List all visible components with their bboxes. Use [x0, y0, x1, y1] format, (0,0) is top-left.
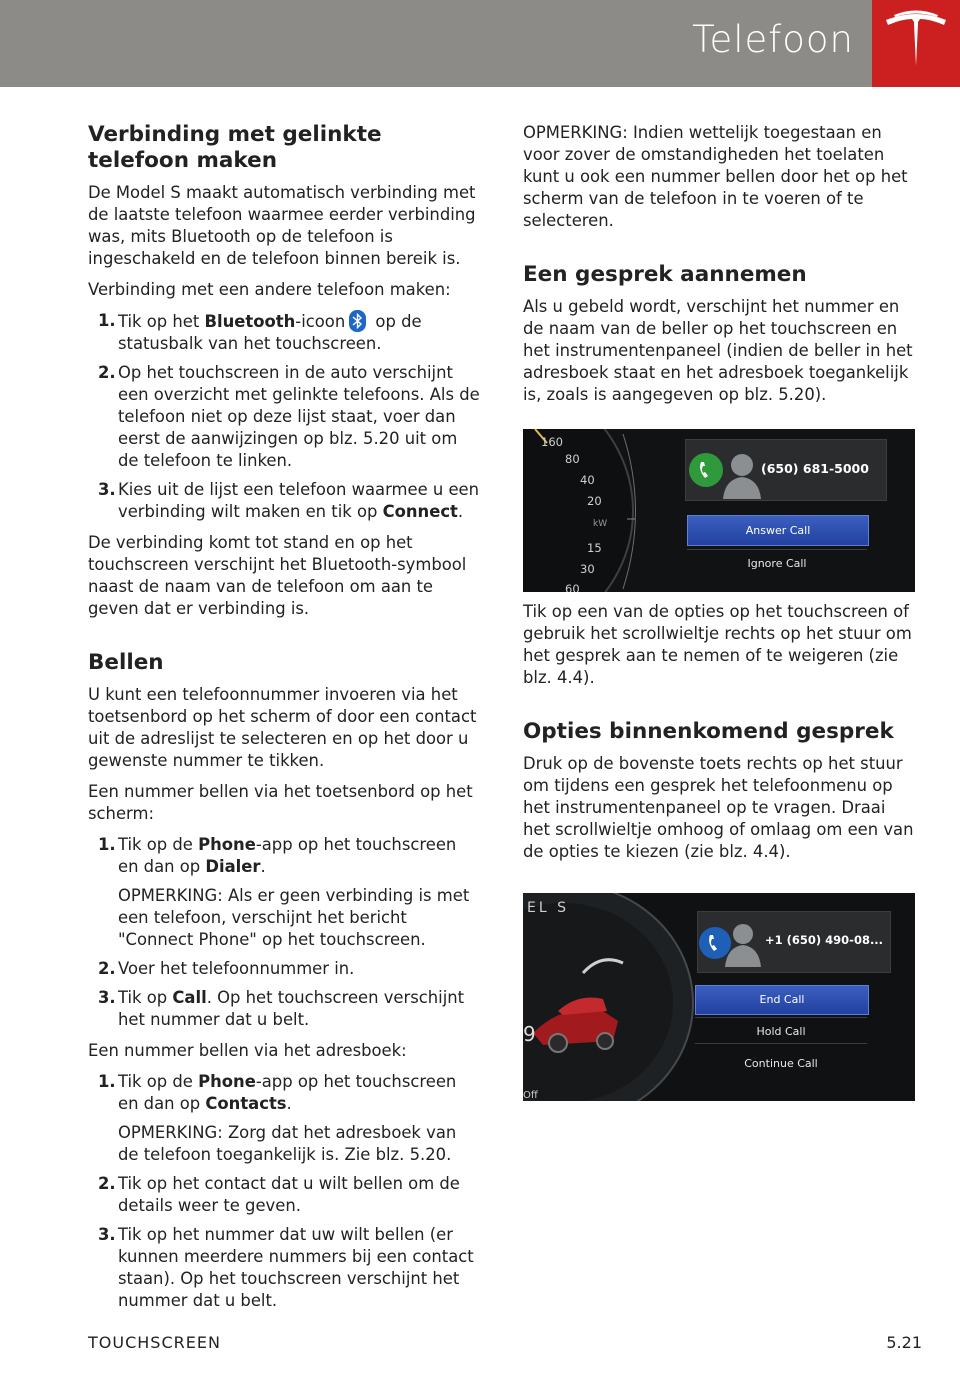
paragraph: Als u gebeld wordt, verschijnt het nummer en de naam van de beller op het touchscreen en het instrumentenpaneel (indien de beller in het adresboek staat en het adresboek toegankelijk is, zoals is aangegeven op blz. 5.20).	[523, 297, 913, 404]
section-heading-verbinding: Verbinding met gelinkte telefoon maken	[88, 122, 382, 173]
off-label: Off	[523, 1090, 538, 1101]
step-list	[88, 834, 480, 1031]
step-item: 1. Tik op de Phone-app op het touchscreen en dan op Contacts. OPMERKING: Zorg dat het adresboek van de telefoon toegankelijk is. Zie blz. 5.20.	[88, 1071, 480, 1166]
caller-number: (650) 681-5000	[761, 461, 869, 476]
note: OPMERKING: Als er geen verbinding is met een telefoon, verschijnt het bericht "Connect Phone" op het touchscreen.	[118, 886, 470, 949]
gauge-tick-label: 20	[587, 494, 602, 508]
paragraph: Druk op de bovenste toets rechts op het stuur om tijdens een gesprek het telefoonmenu op het instrumentenpaneel op te vragen. Draai het scrollwieltje omhoog of omlaag om een van de opties te kiezen (zie blz. 4.4).	[523, 754, 914, 861]
footer-section: TOUCHSCREEN	[88, 1333, 221, 1352]
contact-silhouette-icon	[719, 447, 765, 499]
gauge-tick-label: kW	[593, 519, 608, 529]
divider	[695, 1043, 867, 1044]
paragraph: Verbinding met een andere telefoon maken:	[88, 280, 451, 299]
step-item: 3. Tik op het nummer dat uw wilt bellen (er kunnen meerdere nummers bij een contact staan). Op het touchscreen verschijnt het nummer dat u belt.	[98, 1225, 474, 1310]
gauge-tick-label: 160	[541, 435, 563, 449]
bluetooth-icon	[349, 310, 366, 332]
brand-lettering: EL S	[527, 900, 569, 916]
end-call-button[interactable]: End Call	[695, 985, 869, 1015]
paragraph: U kunt een telefoonnummer invoeren via het toetsenbord op het scherm of door een contact uit de adreslijst te selecteren en op het door u gewenste nummer te tikken.	[88, 685, 477, 770]
gauge-tick-label: 40	[580, 473, 595, 487]
note: OPMERKING: Indien wettelijk toegestaan en voor zover de omstandigheden het toelaten kunt u ook een nummer bellen door het op het scherm van de telefoon in te voeren of te selecteren.	[523, 123, 908, 230]
divider	[687, 549, 867, 550]
page-number: 5.21	[886, 1333, 922, 1352]
call-options-screenshot	[523, 893, 915, 1101]
incoming-call-screenshot	[523, 429, 915, 592]
paragraph: Een nummer bellen via het toetsenbord op het scherm:	[88, 782, 473, 823]
right-column	[523, 122, 915, 1110]
paragraph: Een nummer bellen via het adresboek:	[88, 1041, 407, 1060]
phone-icon[interactable]	[689, 453, 723, 487]
step-list	[88, 1071, 480, 1312]
tesla-logo-icon	[872, 0, 960, 87]
gauge-tick-label: 80	[565, 452, 580, 466]
page-header	[0, 0, 960, 87]
step-item: 1. Tik op de Phone-app op het touchscreen en dan op Dialer. OPMERKING: Als er geen verbinding is met een telefoon, verschijnt het bericht "Connect Phone" op het touchscreen.	[88, 834, 480, 951]
step-item: 2. Op het touchscreen in de auto verschijnt een overzicht met gelinkte telefoons. Als de telefoon niet op deze lijst staat, voer dan eerst de aanwijzingen op blz. 5.20 uit om de telefoon te linken.	[98, 363, 480, 470]
ignore-call-button[interactable]: Ignore Call	[747, 557, 807, 570]
step-list	[88, 310, 480, 523]
caller-number: +1 (650) 490-08...	[765, 933, 884, 947]
section-heading-bellen: Bellen	[88, 650, 164, 675]
tesla-logo	[872, 0, 960, 87]
left-column	[88, 122, 480, 1321]
section-heading-opties: Opties binnenkomend gesprek	[523, 719, 894, 744]
gauge-tick-label: 60	[565, 582, 580, 592]
paragraph: Tik op een van de opties op het touchscreen of gebruik het scrollwieltje rechts op het stuur om het gesprek aan te nemen of te weigeren (zie blz. 4.4).	[523, 602, 912, 687]
gauge-tick-label: 30	[580, 562, 595, 576]
paragraph: De Model S maakt automatisch verbinding met de laatste telefoon waarmee eerder verbinding was, mits Bluetooth op de telefoon is ingeschakeld en de telefoon binnen bereik is.	[88, 183, 476, 268]
step-item: 1. Tik op het Bluetooth-icoon op de statusbalk van het touchscreen.	[98, 311, 422, 353]
step-item: 2. Tik op het contact dat u wilt bellen om de details weer te geven.	[98, 1174, 460, 1215]
hold-call-button[interactable]: Hold Call	[756, 1025, 806, 1038]
gauge-tick-label: 15	[587, 541, 602, 555]
step-item: 3. Kies uit de lijst een telefoon waarmee u een verbinding wilt maken en tik op Connect.	[98, 480, 480, 521]
step-item: 3. Tik op Call. Op het touchscreen verschijnt het nummer dat u belt.	[98, 988, 465, 1029]
section-heading-gesprek-aannemen: Een gesprek aannemen	[523, 262, 807, 287]
contact-silhouette-icon	[721, 917, 765, 967]
chapter-title: Telefoon	[692, 18, 854, 61]
answer-call-button[interactable]: Answer Call	[687, 515, 869, 546]
gauge-digit: 9	[523, 1022, 536, 1046]
note: OPMERKING: Zorg dat het adresboek van de telefoon toegankelijk is. Zie blz. 5.20.	[118, 1123, 457, 1164]
step-item: 2. Voer het telefoonnummer in.	[98, 959, 355, 978]
paragraph: De verbinding komt tot stand en op het touchscreen verschijnt het Bluetooth-symbool naast de naam van de telefoon om aan te geven dat er verbinding is.	[88, 533, 467, 618]
continue-call-button[interactable]: Continue Call	[744, 1057, 818, 1070]
divider	[695, 1017, 867, 1018]
